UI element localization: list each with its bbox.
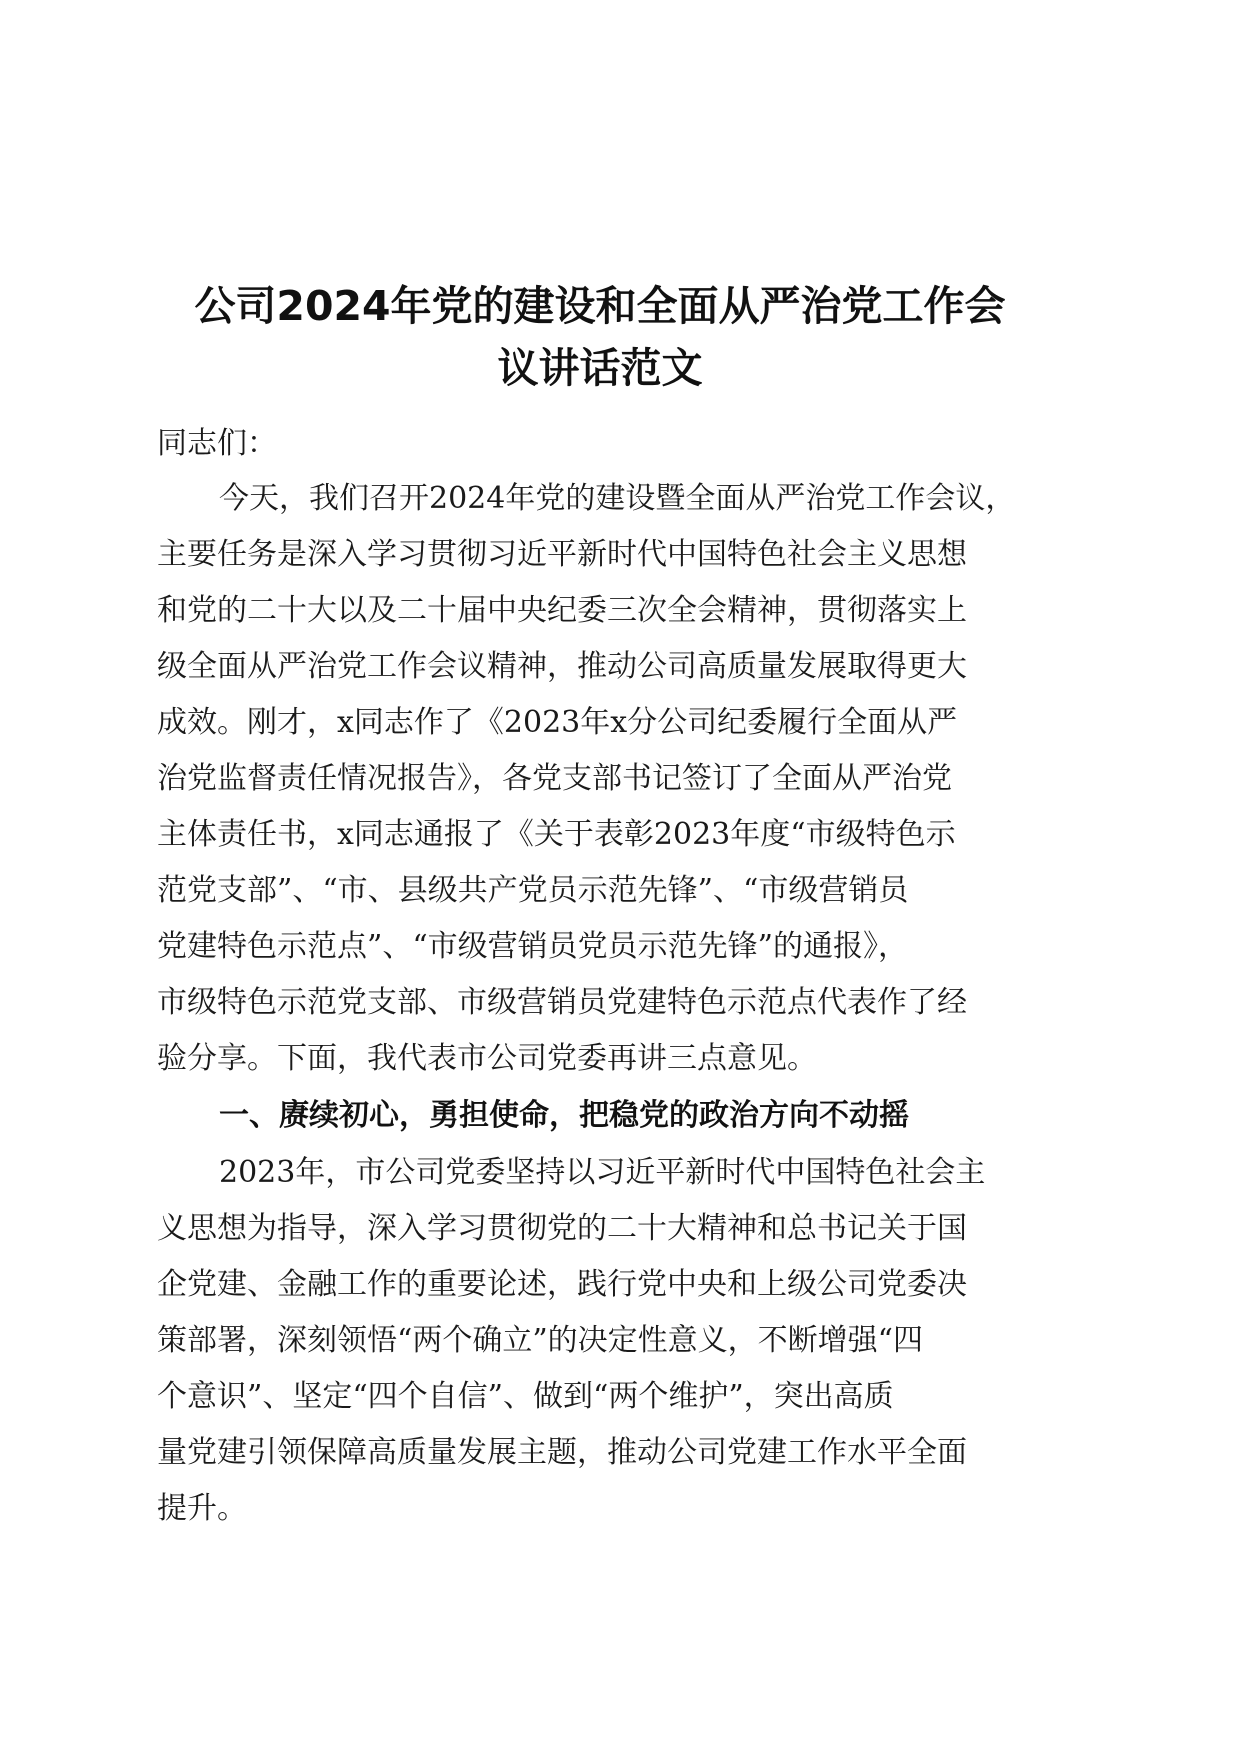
paragraph-2-line: 个意识”、坚定“四个自信”、做到“两个维护”，突出高质	[157, 1379, 894, 1414]
paragraph-2-line: 2023年，市公司党委坚持以习近平新时代中国特色社会主	[219, 1155, 986, 1190]
paragraph-1-line: 主要任务是深入学习贯彻习近平新时代中国特色社会主义思想	[157, 537, 967, 572]
document-title-line-2: 议讲话范文	[497, 344, 703, 392]
paragraph-1-line: 今天，我们召开2024年党的建设暨全面从严治党工作会议，	[219, 481, 1016, 516]
paragraph-2-line: 量党建引领保障高质量发展主题，推动公司党建工作水平全面	[157, 1435, 967, 1470]
paragraph-1-line: 和党的二十大以及二十届中央纪委三次全会精神，贯彻落实上	[157, 593, 967, 628]
paragraph-1-line: 市级特色示范党支部、市级营销员党建特色示范点代表作了经	[157, 985, 967, 1020]
paragraph-1-line: 主体责任书，x同志通报了《关于表彰2023年度“市级特色示	[157, 817, 956, 852]
paragraph-1-line: 治党监督责任情况报告》，各党支部书记签订了全面从严治党	[157, 761, 952, 796]
paragraph-2-line: 策部署，深刻领悟“两个确立”的决定性意义，不断增强“四	[157, 1323, 924, 1358]
salutation: 同志们：	[157, 426, 277, 461]
paragraph-2-line: 提升。	[157, 1491, 247, 1526]
paragraph-2-line: 企党建、金融工作的重要论述，践行党中央和上级公司党委决	[157, 1267, 967, 1302]
paragraph-1-line: 范党支部”、“市、县级共产党员示范先锋”、“市级营销员	[157, 873, 909, 908]
paragraph-1-line: 验分享。下面，我代表市公司党委再讲三点意见。	[157, 1041, 817, 1076]
paragraph-1-line: 成效。刚才，x同志作了《2023年x分公司纪委履行全面从严	[157, 705, 958, 740]
document-title-line-1: 公司2024年党的建设和全面从严治党工作会	[194, 282, 1006, 330]
paragraph-2-line: 义思想为指导，深入学习贯彻党的二十大精神和总书记关于国	[157, 1211, 967, 1246]
section-1-heading: 一、赓续初心，勇担使命，把稳党的政治方向不动摇	[219, 1098, 909, 1133]
paragraph-1-line: 党建特色示范点”、“市级营销员党员示范先锋”的通报》，	[157, 929, 909, 964]
paragraph-1-line: 级全面从严治党工作会议精神，推动公司高质量发展取得更大	[157, 649, 967, 684]
